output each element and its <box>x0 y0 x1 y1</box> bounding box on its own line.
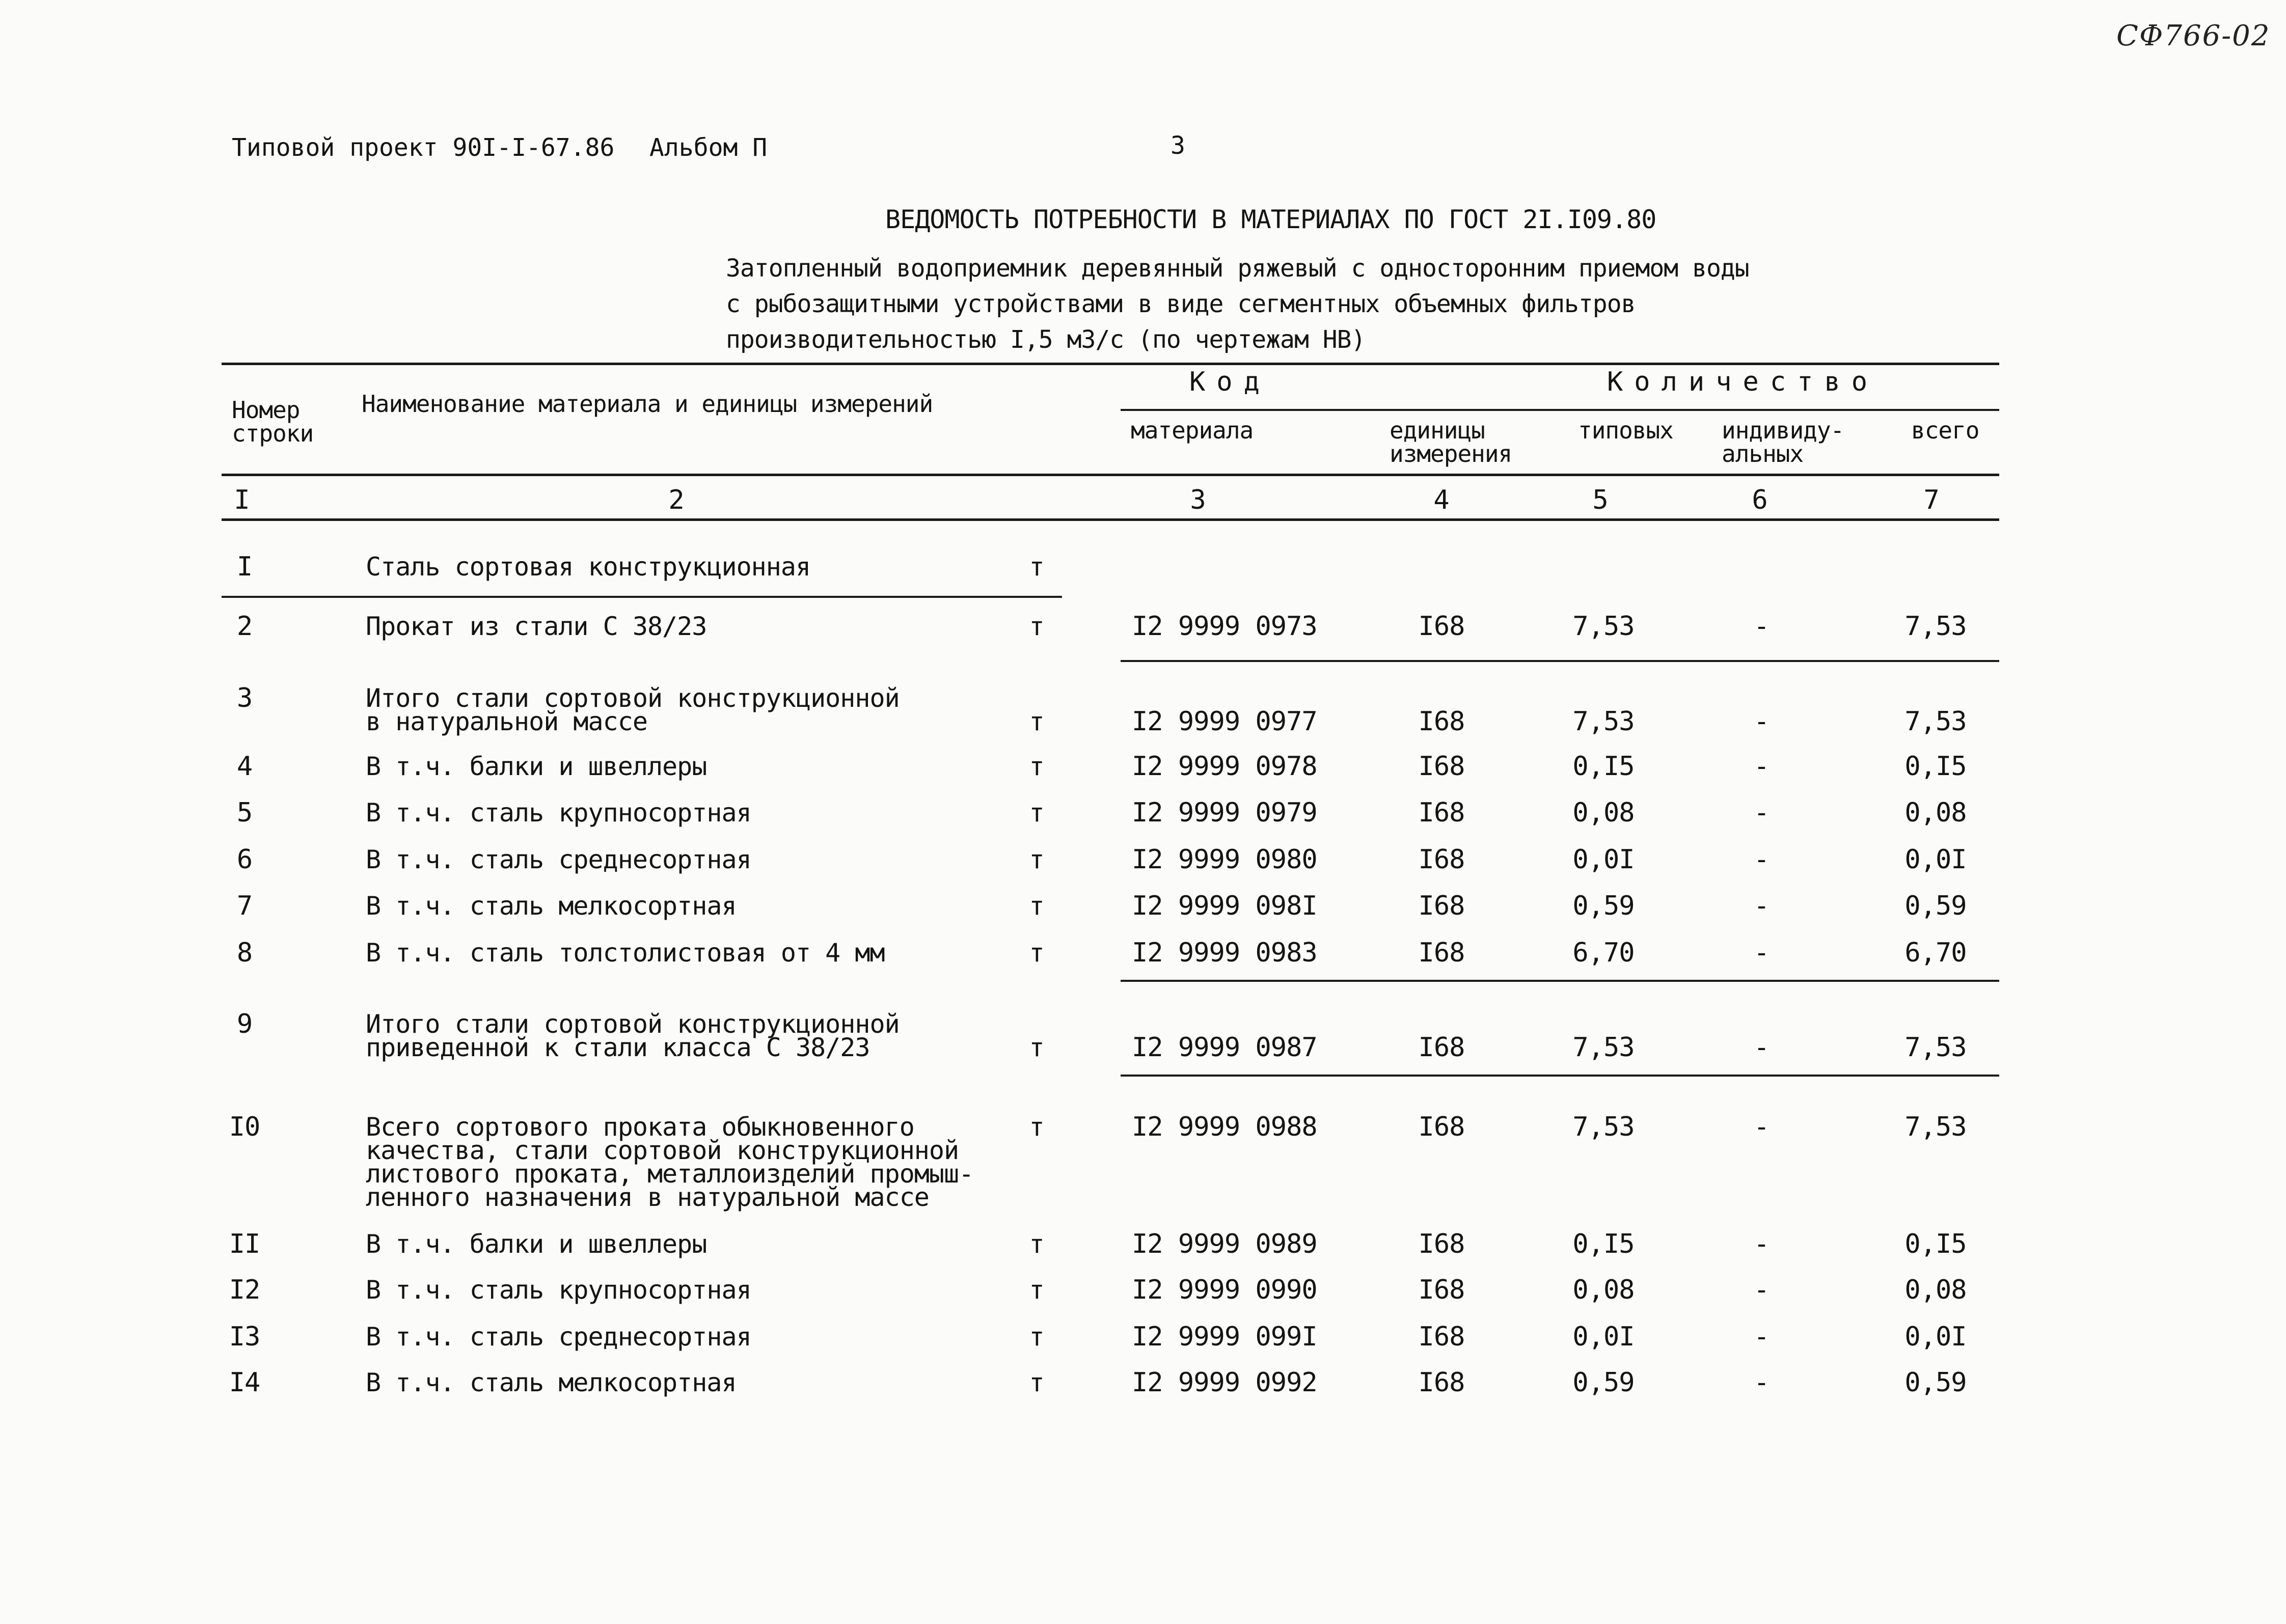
row-number: I3 <box>229 1322 260 1352</box>
material-code: I2 9999 0977 <box>1132 706 1317 737</box>
unit-label: т <box>1029 1112 1044 1142</box>
qty-individual: - <box>1753 938 1770 968</box>
material-name-line: В т.ч. сталь крупносортная <box>366 798 751 828</box>
col-header-qty-typical: типовых <box>1578 417 1673 444</box>
unit-code: I68 <box>1418 844 1465 875</box>
col-number-6: 6 <box>1752 485 1768 515</box>
qty-total: 0,0I <box>1904 1322 1967 1352</box>
page-number: 3 <box>1171 131 1185 160</box>
qty-total: 0,I5 <box>1904 751 1967 782</box>
row-number: 5 <box>236 797 253 828</box>
material-name <box>366 1322 751 1352</box>
material-code: I2 9999 0988 <box>1132 1112 1317 1142</box>
colnum-bottom-rule <box>222 518 1999 521</box>
unit-code: I68 <box>1418 1032 1465 1063</box>
subtotal-rule-2 <box>1121 980 1999 982</box>
material-name <box>366 612 707 641</box>
material-name-line: В т.ч. балки и швеллеры <box>366 1229 707 1259</box>
material-code: I2 9999 0983 <box>1132 938 1317 968</box>
qty-typical: 7,53 <box>1572 611 1635 642</box>
row-number: II <box>229 1229 260 1259</box>
unit-code: I68 <box>1418 1229 1465 1259</box>
qty-total: 0,59 <box>1904 891 1967 921</box>
album-label: Альбом П <box>649 133 768 162</box>
material-name-line: Прокат из стали С 38/23 <box>366 612 707 641</box>
unit-code: I68 <box>1418 611 1465 642</box>
row-number: I <box>236 552 253 582</box>
col-header-qty-total: всего <box>1911 417 1979 444</box>
unit-label: т <box>1029 891 1044 921</box>
material-name-line: В т.ч. сталь толстолистовая от 4 мм <box>366 938 885 968</box>
qty-individual: - <box>1753 1229 1770 1259</box>
col-number-4: 4 <box>1433 485 1450 515</box>
qty-total: 0,59 <box>1904 1367 1967 1398</box>
qty-typical: 0,I5 <box>1572 751 1635 782</box>
material-name-line: приведенной к стали класса С 38/23 <box>366 1033 870 1062</box>
qty-total: 7,53 <box>1904 611 1967 642</box>
qty-typical: 0,08 <box>1572 1275 1635 1305</box>
qty-typical: 0,59 <box>1572 1367 1635 1398</box>
unit-label: т <box>1029 552 1044 582</box>
qty-typical: 0,I5 <box>1572 1229 1635 1259</box>
material-code: I2 9999 0992 <box>1132 1367 1317 1398</box>
material-name-line: В т.ч. сталь крупносортная <box>366 1275 751 1305</box>
unit-label: т <box>1029 1322 1044 1352</box>
row-number: 6 <box>236 844 253 875</box>
material-name <box>366 1009 900 1062</box>
material-code: I2 9999 0989 <box>1132 1229 1317 1259</box>
material-name-line: В т.ч. сталь среднесортная <box>366 1322 751 1352</box>
material-name-line: В т.ч. сталь среднесортная <box>366 845 751 874</box>
table-top-rule <box>222 363 1999 365</box>
document-title: ВЕДОМОСТЬ ПОТРЕБНОСТИ В МАТЕРИАЛАХ ПО ГОСТ 2I.I09.80 <box>885 205 1656 234</box>
material-name-line: Итого стали сортовой конструкционной <box>366 683 900 713</box>
qty-total: 0,I5 <box>1904 1229 1967 1259</box>
row-number: 7 <box>236 891 253 921</box>
material-name-line: В т.ч. сталь мелкосортная <box>366 1368 737 1397</box>
unit-label: т <box>1029 1229 1044 1259</box>
material-name <box>366 891 737 921</box>
qty-individual: - <box>1753 797 1770 828</box>
subtotal-rule-1 <box>1121 660 1999 662</box>
unit-code: I68 <box>1418 1275 1465 1305</box>
material-code: I2 9999 0990 <box>1132 1275 1317 1305</box>
row-number: 4 <box>236 751 253 782</box>
unit-code: I68 <box>1418 1322 1465 1352</box>
unit-label: т <box>1029 1368 1044 1397</box>
qty-typical: 7,53 <box>1572 1112 1635 1142</box>
row-number: I0 <box>229 1112 260 1142</box>
section-rule-1 <box>222 596 1062 598</box>
unit-code: I68 <box>1418 1112 1465 1142</box>
qty-total: 7,53 <box>1904 1032 1967 1063</box>
material-name-line: Сталь сортовая конструкционная <box>366 552 811 582</box>
material-name <box>366 938 885 968</box>
col-header-row-no: Номер строки <box>232 396 314 447</box>
material-name <box>366 752 707 781</box>
material-name <box>366 798 751 828</box>
material-name <box>366 845 751 874</box>
material-name <box>366 1275 751 1305</box>
qty-individual: - <box>1753 844 1770 875</box>
unit-label: т <box>1029 798 1044 828</box>
qty-total: 0,08 <box>1904 797 1967 828</box>
unit-label: т <box>1029 752 1044 781</box>
col-number-2: 2 <box>668 485 685 515</box>
qty-total: 0,0I <box>1904 844 1967 875</box>
col-number-7: 7 <box>1923 485 1940 515</box>
unit-label: т <box>1029 1033 1044 1062</box>
qty-individual: - <box>1753 891 1770 921</box>
col-header-qty-individual: индивиду- альных <box>1722 417 1844 467</box>
qty-individual: - <box>1753 706 1770 737</box>
unit-label: т <box>1029 1275 1044 1305</box>
material-name <box>366 1368 737 1397</box>
col-header-code-material: материала <box>1131 417 1254 444</box>
material-code: I2 9999 0978 <box>1132 751 1317 782</box>
unit-code: I68 <box>1418 706 1465 737</box>
col-number-3: 3 <box>1190 485 1206 515</box>
qty-typical: 0,59 <box>1572 891 1635 921</box>
unit-code: I68 <box>1418 891 1465 921</box>
qty-typical: 6,70 <box>1572 938 1635 968</box>
project-label: Типовой проект 90I-I-67.86 <box>232 133 615 162</box>
material-name-line: качества, стали сортовой конструкционной <box>366 1136 959 1165</box>
unit-code: I68 <box>1418 938 1465 968</box>
subtitle-line-2: с рыбозащитными устройствами в виде сегментных объемных фильтров <box>726 290 1636 318</box>
col-header-name: Наименование материала и единицы измерений <box>362 390 933 418</box>
unit-label: т <box>1029 612 1044 641</box>
subtitle-line-3: производительностью I,5 м3/с (по чертежам НВ) <box>726 325 1366 354</box>
qty-individual: - <box>1753 1367 1770 1398</box>
qty-individual: - <box>1753 1112 1770 1142</box>
row-number: 8 <box>236 938 253 968</box>
unit-code: I68 <box>1418 797 1465 828</box>
qty-total: 6,70 <box>1904 938 1967 968</box>
row-number: I2 <box>229 1275 260 1305</box>
col-header-qty-group: Количество <box>1607 367 1879 397</box>
group-header-rule <box>1121 409 1999 411</box>
col-number-5: 5 <box>1592 485 1609 515</box>
corner-code: СФ766-02 <box>2116 19 2271 52</box>
material-name-line: Всего сортового проката обыкновенного <box>366 1112 914 1142</box>
qty-individual: - <box>1753 1275 1770 1305</box>
material-name-line: ленного назначения в натуральной массе <box>366 1182 929 1212</box>
unit-label: т <box>1029 707 1044 736</box>
qty-total: 0,08 <box>1904 1275 1967 1305</box>
material-code: I2 9999 0987 <box>1132 1032 1317 1063</box>
unit-label: т <box>1029 845 1044 874</box>
material-code: I2 9999 0979 <box>1132 797 1317 828</box>
unit-label: т <box>1029 938 1044 968</box>
material-code: I2 9999 0980 <box>1132 844 1317 875</box>
material-name <box>366 1112 974 1212</box>
qty-typical: 7,53 <box>1572 706 1635 737</box>
qty-total: 7,53 <box>1904 1112 1967 1142</box>
row-number: 3 <box>236 683 253 713</box>
row-number: 2 <box>236 611 253 642</box>
subtitle-line-1: Затопленный водоприемник деревянный ряжевый с односторонним приемом воды <box>726 254 1749 283</box>
col-header-code-group: Код <box>1189 367 1271 397</box>
qty-typical: 0,0I <box>1572 1322 1635 1352</box>
material-name-line: В т.ч. балки и швеллеры <box>366 752 707 781</box>
qty-typical: 0,08 <box>1572 797 1635 828</box>
material-name <box>366 1229 707 1259</box>
qty-total: 7,53 <box>1904 706 1967 737</box>
material-name-line: в натуральной массе <box>366 707 647 736</box>
material-name <box>366 683 900 736</box>
row-number: 9 <box>236 1009 253 1039</box>
qty-individual: - <box>1753 611 1770 642</box>
material-name-line: В т.ч. сталь мелкосортная <box>366 891 737 921</box>
unit-code: I68 <box>1418 751 1465 782</box>
qty-individual: - <box>1753 751 1770 782</box>
material-name-line: Итого стали сортовой конструкционной <box>366 1009 900 1039</box>
row-number: I4 <box>229 1367 260 1398</box>
col-number-1: I <box>234 485 250 515</box>
unit-code: I68 <box>1418 1367 1465 1398</box>
material-code: I2 9999 0973 <box>1132 611 1317 642</box>
qty-typical: 0,0I <box>1572 844 1635 875</box>
qty-individual: - <box>1753 1032 1770 1063</box>
header-bottom-rule <box>222 474 1999 476</box>
material-code: I2 9999 098I <box>1132 891 1317 921</box>
qty-typical: 7,53 <box>1572 1032 1635 1063</box>
qty-individual: - <box>1753 1322 1770 1352</box>
material-name <box>366 552 811 582</box>
material-code: I2 9999 099I <box>1132 1322 1317 1352</box>
subtotal-rule-3 <box>1121 1075 1999 1077</box>
col-header-code-unit: единицы измерения <box>1390 417 1512 467</box>
material-name-line: листового проката, металлоизделий промыш- <box>366 1159 974 1189</box>
